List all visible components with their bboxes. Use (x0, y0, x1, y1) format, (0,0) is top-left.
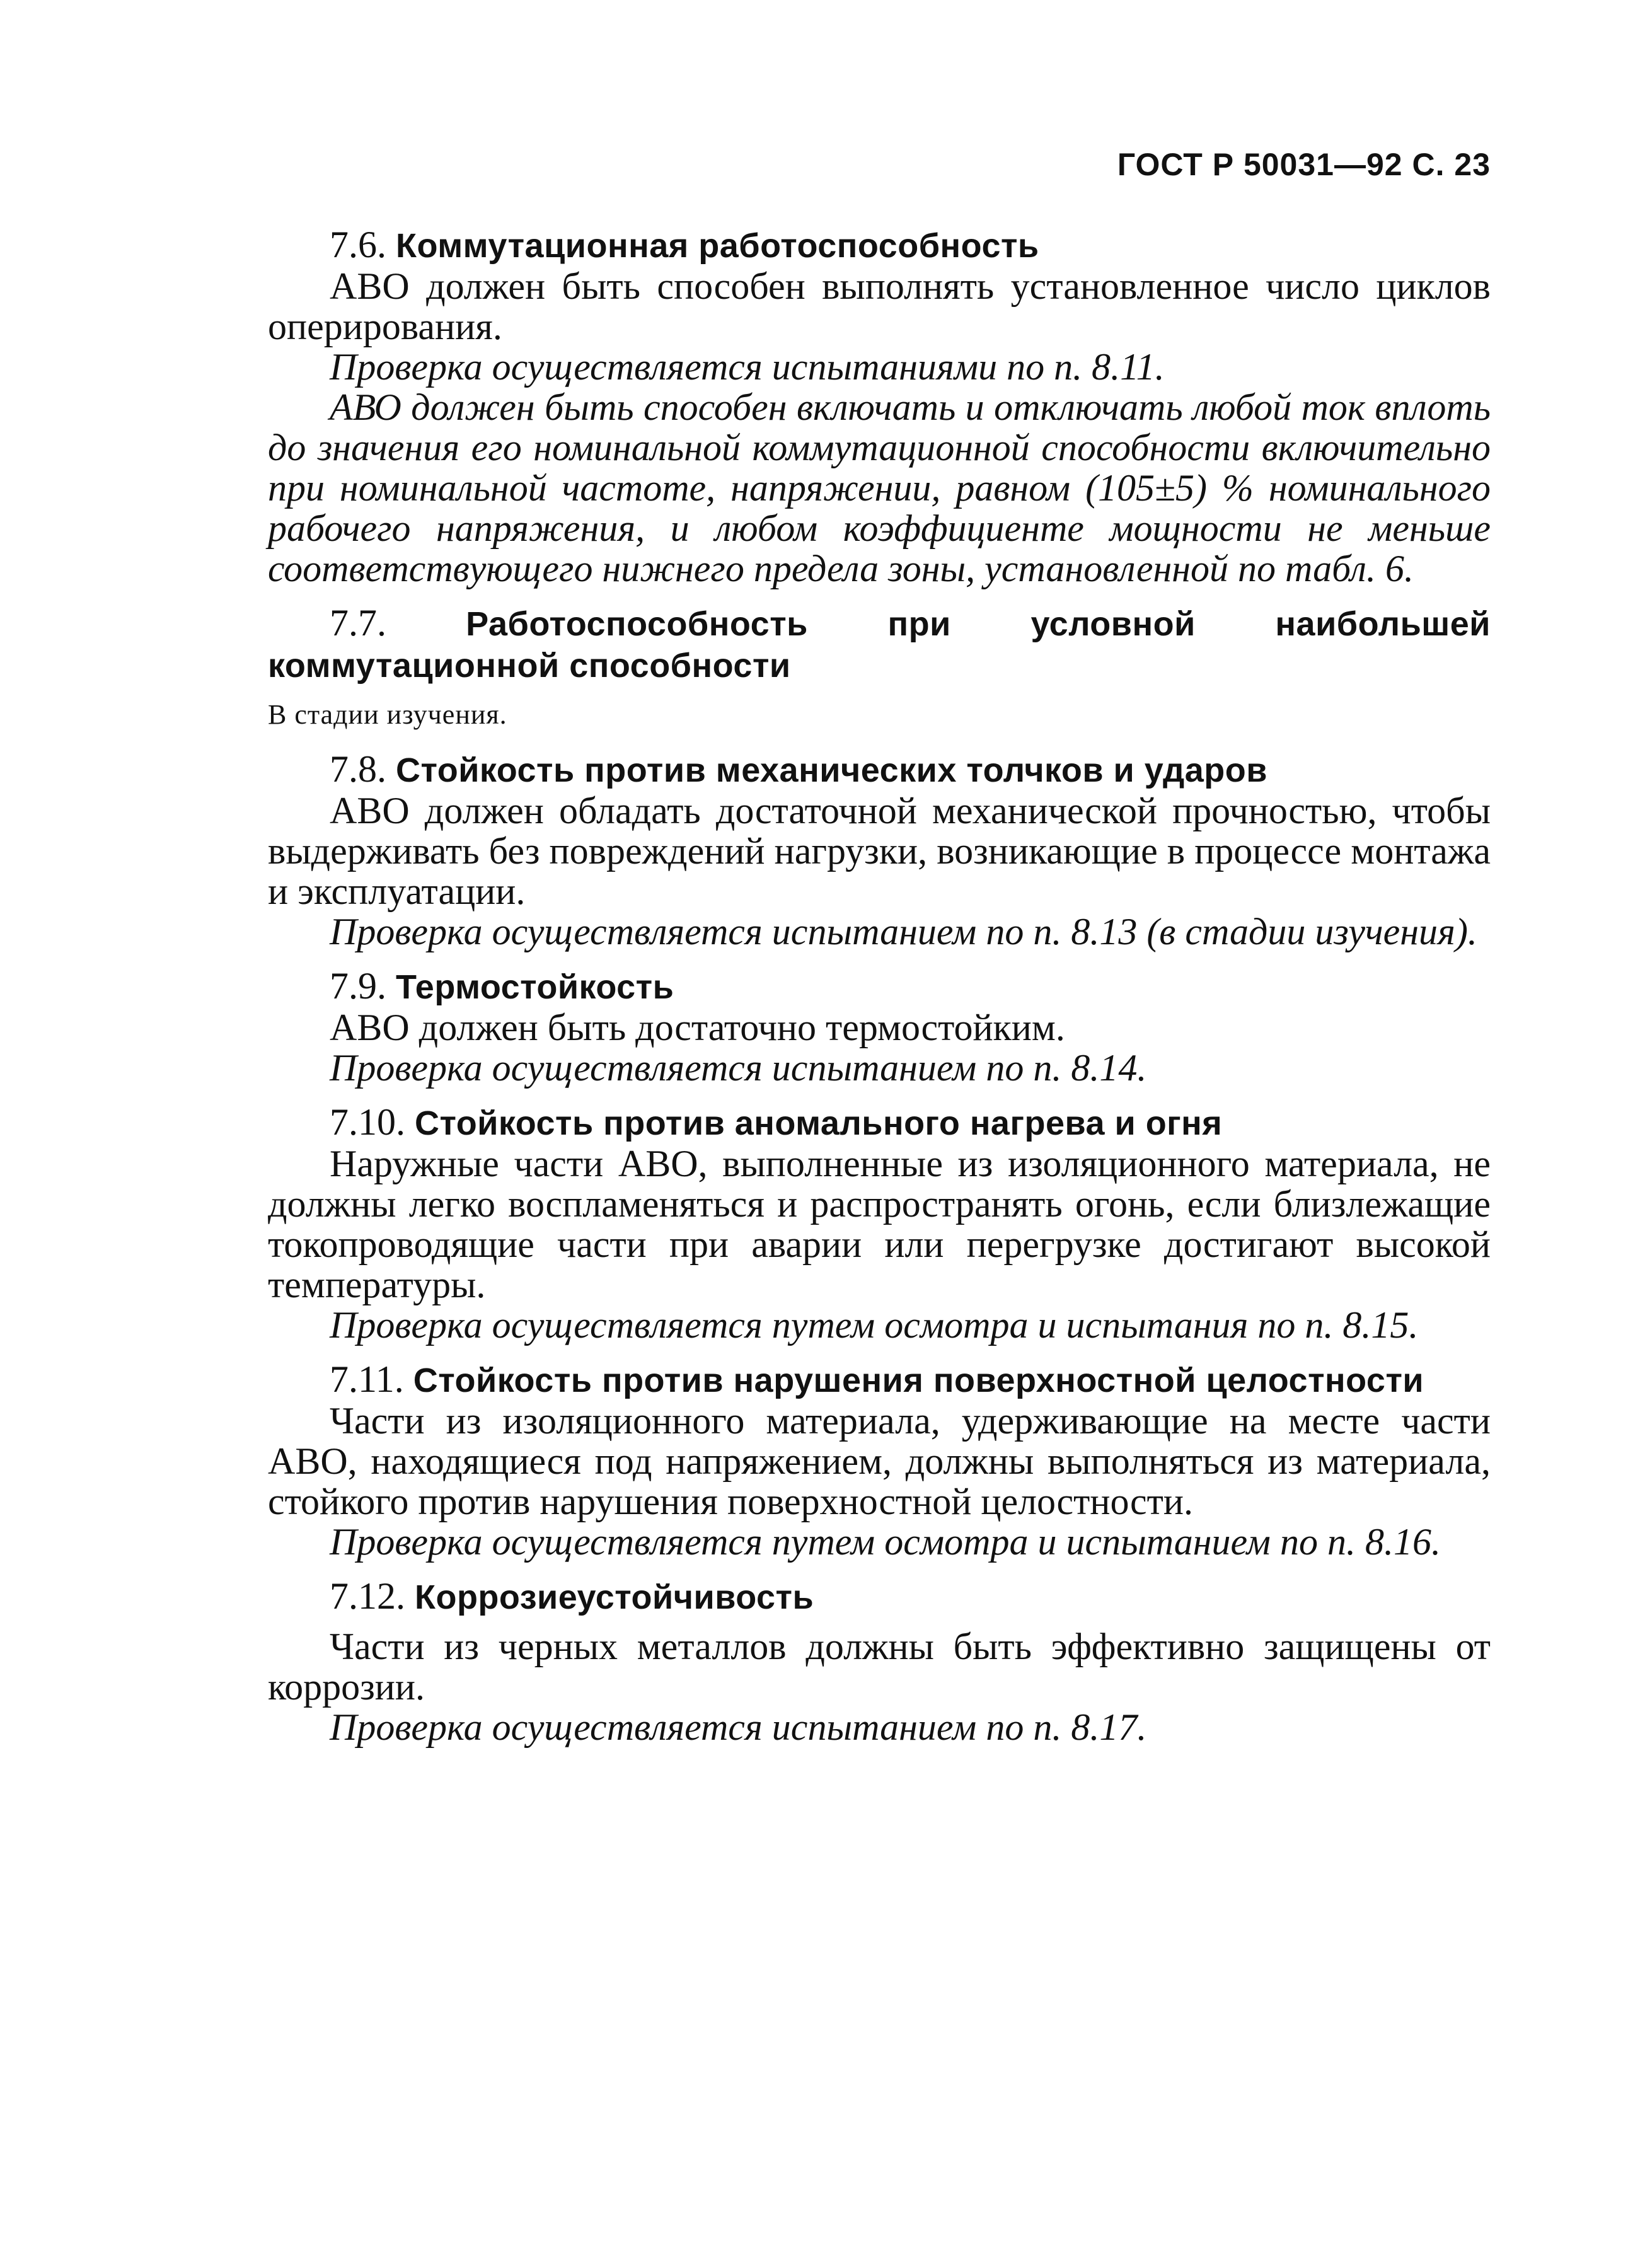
verification-note: Проверка осуществляется путем осмотра и испытанием по п. 8.16. (330, 1521, 1441, 1563)
verification-note: Проверка осуществляется путем осмотра и испытания по п. 8.15. (330, 1304, 1419, 1346)
section-heading-7-11: 7.11. Стойкость против нарушения поверхностной целостности (330, 1358, 1424, 1400)
verification-note: Проверка осуществляется испытаниями по п. 8.11. (330, 346, 1165, 388)
status-note: В стадии изучения. (268, 699, 507, 730)
verification-note: Проверка осуществляется испытанием по п. 8.14. (330, 1047, 1147, 1089)
paragraph: АВО должен быть достаточно термостойким. (330, 1007, 1065, 1048)
document-page (268, 0, 1491, 2268)
document-body (268, 224, 1491, 1747)
paragraph: Части из черных металлов должны быть эффективно защищены от коррозии. (268, 1626, 1491, 1708)
verification-note: Проверка осуществляется испытанием по п. 8.13 (в стадии изучения). (330, 911, 1477, 952)
paragraph: АВО должен обладать достаточной механической прочностью, чтобы выдерживать без повреждений нагрузки, возникающие в процессе монтажа и эксплуатации. (268, 790, 1491, 912)
section-heading-7-7: 7.7. Работоспособность при условной наибольшей коммутационной способности (268, 602, 1491, 685)
section-heading-7-10: 7.10. Стойкость против аномального нагрева и огня (330, 1101, 1223, 1143)
section-heading-7-6: 7.6. Коммутационная работоспособность (330, 224, 1039, 265)
paragraph: АВО должен быть способен включать и отключать любой ток вплоть до значения его номинальной коммутационной способности включительно при номинальной частоте, напряжении, равном (105±5) % номинального рабочего напряжения, и любом коэффициенте мощности не меньше соответствующего нижнего предела зоны, установленной по табл. 6. (268, 386, 1491, 589)
section-heading-7-8: 7.8. Стойкость против механических толчков и ударов (330, 748, 1267, 790)
paragraph: Части из изоляционного материала, удерживающие на месте части АВО, находящиеся под напряжением, должны выполняться из материала, стойкого против нарушения поверхностной целостности. (268, 1400, 1491, 1522)
verification-note: Проверка осуществляется испытанием по п. 8.17. (330, 1706, 1147, 1748)
paragraph: АВО должен быть способен выполнять установленное число циклов оперирования. (268, 265, 1491, 347)
section-heading-7-12: 7.12. Коррозиеустойчивость (330, 1575, 814, 1617)
running-header: ГОСТ Р 50031—92 С. 23 (1117, 147, 1491, 182)
section-heading-7-9: 7.9. Термостойкость (330, 965, 674, 1007)
paragraph: Наружные части АВО, выполненные из изоляционного материала, не должны легко воспламеняться и распространять огонь, если близлежащие токопроводящие части при аварии или перегрузке достигают высокой температуры. (268, 1143, 1491, 1305)
